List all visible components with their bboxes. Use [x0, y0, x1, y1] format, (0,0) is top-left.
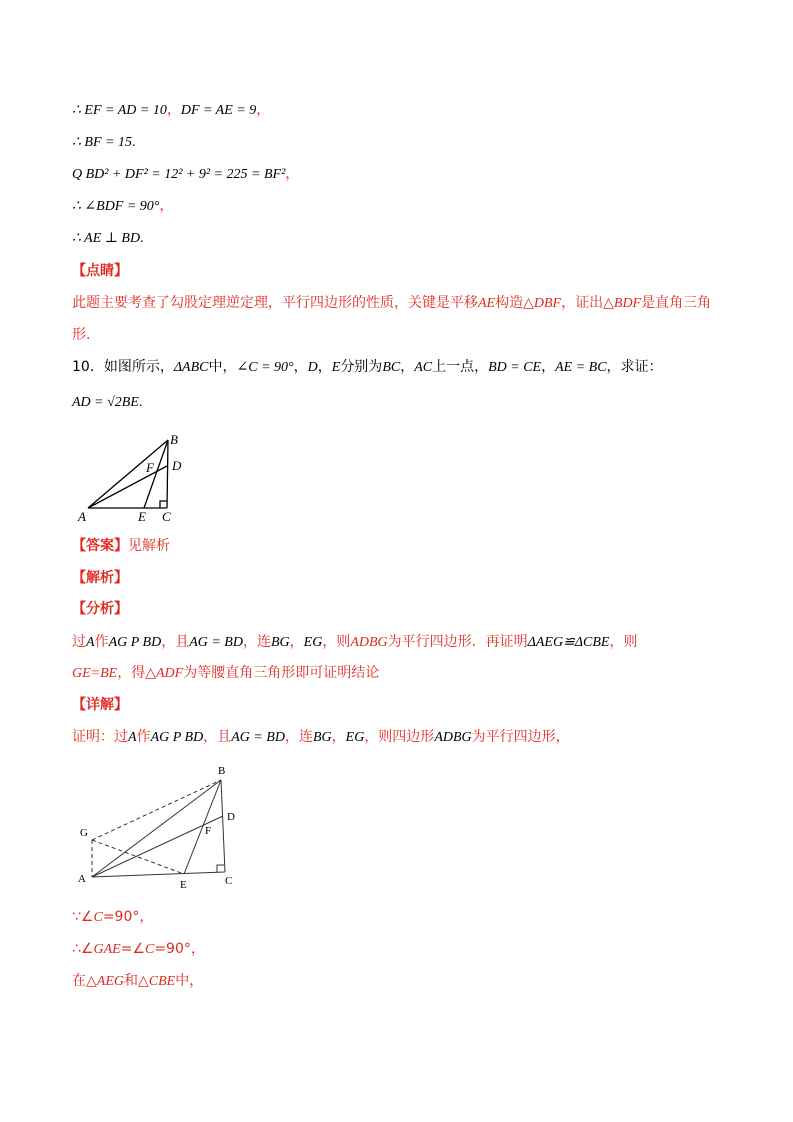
proof-ag-bd: AG P BD	[150, 730, 204, 745]
fenxi-line-2	[72, 664, 379, 683]
ae-perp-bd: ∴ AE ⊥ BD	[72, 231, 141, 246]
proof-part: ，且	[203, 729, 232, 745]
q10-part: ，求证：	[606, 359, 663, 375]
proof-part: 作	[136, 729, 151, 745]
comma: ，	[256, 103, 271, 118]
q10-bc: BC	[382, 360, 401, 375]
fig2-label-d: D	[227, 811, 235, 823]
heading-jiexi: 【解析】	[72, 570, 128, 586]
proof-line-5	[72, 230, 144, 248]
comma: ，	[166, 103, 181, 118]
comma: ，	[285, 167, 300, 182]
answer-text: 见解析	[128, 538, 170, 554]
comma: ，	[159, 199, 174, 214]
period: .	[131, 135, 136, 150]
dianjing-text-line-2: 形.	[72, 327, 91, 343]
proof-in-triangles-line	[72, 972, 203, 991]
fenxi-congruent: ΔAEG≌ΔCBE	[527, 635, 610, 650]
fig2-bc	[221, 780, 225, 872]
fenxi-part: ，则	[322, 634, 351, 650]
fenxi-part: ，且	[161, 634, 190, 650]
proof-line-1	[72, 102, 270, 120]
proof-part: =∠	[120, 941, 145, 957]
q10-part: 上一点，	[432, 359, 489, 375]
q10-part: 分别为	[340, 359, 383, 375]
q10-e: E	[331, 360, 341, 375]
dianjing-dbf: DBF	[533, 296, 562, 311]
fig2-label-c: C	[225, 875, 233, 887]
q10-ac: AC	[414, 360, 433, 375]
ef-ad-eq: ∴ EF = AD = 10	[72, 103, 167, 118]
fig1-label-a: A	[78, 509, 86, 524]
dianjing-part: 此题主要考查了勾股定理逆定理，平行四边形的性质，关键是平移	[72, 295, 478, 311]
proof-part: ，则四边形	[364, 729, 435, 745]
fenxi-adf: ADF	[156, 666, 184, 681]
proof-part: =90°，	[154, 941, 205, 957]
fig1-right-angle	[160, 501, 167, 508]
fenxi-line-1	[72, 633, 637, 652]
answer-line	[72, 537, 170, 555]
proof-line-3	[72, 166, 299, 184]
proof-ag-eq: AG = BD	[231, 730, 285, 745]
df-ae-eq: DF = AE = 9	[180, 103, 257, 118]
fig1-label-d: D	[172, 458, 182, 473]
proof-eg: EG	[345, 730, 365, 745]
fenxi-a: A	[86, 635, 95, 650]
fig2-label-g: G	[80, 827, 88, 839]
fenxi-part: ，则	[609, 634, 638, 650]
triangle-figure-1	[72, 430, 202, 525]
fenxi-ag-eq: AG = BD	[189, 635, 243, 650]
q10-ae-bc: AE = BC	[555, 360, 607, 375]
period: .	[138, 395, 143, 410]
heading-fenxi: 【分析】	[72, 601, 128, 617]
q10-angle: ∠C = 90°	[236, 360, 294, 375]
fig1-label-f: F	[146, 460, 154, 475]
dianjing-bdf: BDF	[613, 296, 642, 311]
q10-goal	[72, 394, 142, 412]
answer-label: 【答案】	[72, 538, 128, 554]
fig2-label-a: A	[78, 873, 86, 885]
proof-aeg: AEG	[96, 974, 124, 989]
proof-part: 在△	[72, 973, 97, 989]
q10-goal-eq: AD = √2BE	[72, 395, 139, 410]
fenxi-part: 为等腰直角三角形即可证明结论	[183, 665, 380, 681]
fenxi-adbg: ADBG	[350, 635, 388, 650]
proof-part: ，	[331, 729, 346, 745]
fenxi-part: 作	[94, 634, 109, 650]
fig2-label-e: E	[180, 879, 187, 891]
proof-part: 证明：过	[72, 729, 128, 745]
proof-part: ∴∠	[72, 941, 94, 957]
dianjing-part: 是直角三角	[641, 295, 712, 311]
fig2-ac	[92, 872, 225, 877]
q10-part: ，	[317, 359, 332, 375]
fenxi-eg: EG	[303, 635, 323, 650]
q10-number: 10．如图所示，	[72, 359, 174, 375]
proof-part: ∵∠	[72, 909, 94, 925]
proof-cbe: CBE	[148, 974, 176, 989]
fig1-label-e: E	[138, 509, 146, 524]
fenxi-part: ，连	[242, 634, 271, 650]
fig2-gb-dashed	[92, 780, 221, 840]
bf-eq: ∴ BF = 15	[72, 135, 132, 150]
q10-d: D	[307, 360, 318, 375]
proof-therefore-line	[72, 940, 205, 959]
dianjing-text-line-1	[72, 294, 711, 313]
heading-dianjing: 【点睛】	[72, 263, 128, 279]
q10-bd-ce: BD = CE	[488, 360, 542, 375]
parallelogram-figure-2	[72, 760, 247, 895]
proof-since-line	[72, 908, 153, 927]
fig2-label-b: B	[218, 765, 226, 777]
fenxi-bg: BG	[270, 635, 290, 650]
proof-part: 和△	[124, 973, 149, 989]
q10-part: ，	[400, 359, 415, 375]
dianjing-part: ，证出△	[561, 295, 614, 311]
proof-part: 中，	[175, 973, 204, 989]
fenxi-part: ，得△	[117, 665, 156, 681]
fig1-label-b: B	[170, 432, 178, 447]
proof-adbg: ADBG	[434, 730, 472, 745]
angle-bdf-eq: ∴ ∠BDF = 90°	[72, 199, 160, 214]
fig2-right-angle	[217, 865, 224, 872]
fig1-bc	[167, 440, 168, 508]
proof-part: 为平行四边形，	[471, 729, 570, 745]
period: .	[140, 231, 144, 246]
proof-part: =90°，	[102, 909, 154, 925]
proof-line-2	[72, 134, 135, 152]
proof-line-4	[72, 198, 173, 216]
dianjing-part: 构造△	[495, 295, 534, 311]
fig1-label-c: C	[162, 509, 171, 524]
fenxi-part: 为平行四边形．再证明	[387, 634, 528, 650]
proof-part: ，连	[284, 729, 313, 745]
q10-part: 中，	[208, 359, 237, 375]
q10-triangle: ΔABC	[173, 360, 209, 375]
proof-a: A	[128, 730, 137, 745]
proof-c: C	[144, 942, 155, 957]
fenxi-part: 过	[72, 634, 86, 650]
dianjing-ae: AE	[478, 296, 496, 311]
proof-gae: GAE	[93, 942, 121, 957]
proof-start-line	[72, 728, 570, 747]
fig2-label-f: F	[205, 825, 212, 837]
question-10	[72, 358, 663, 377]
pythag-eq: Q BD² + DF² = 12² + 9² = 225 = BF²	[72, 167, 286, 182]
fenxi-part: ，	[289, 634, 304, 650]
q10-part: ，	[293, 359, 308, 375]
fig1-ad	[88, 466, 167, 508]
q10-part: ，	[541, 359, 556, 375]
fenxi-ag-bd: AG P BD	[108, 635, 162, 650]
fenxi-ge-be: GE=BE	[72, 666, 118, 681]
proof-bg: BG	[312, 730, 332, 745]
heading-xiangjie: 【详解】	[72, 697, 128, 713]
fig2-ge-dashed	[92, 840, 184, 874]
proof-c: C	[93, 910, 103, 925]
